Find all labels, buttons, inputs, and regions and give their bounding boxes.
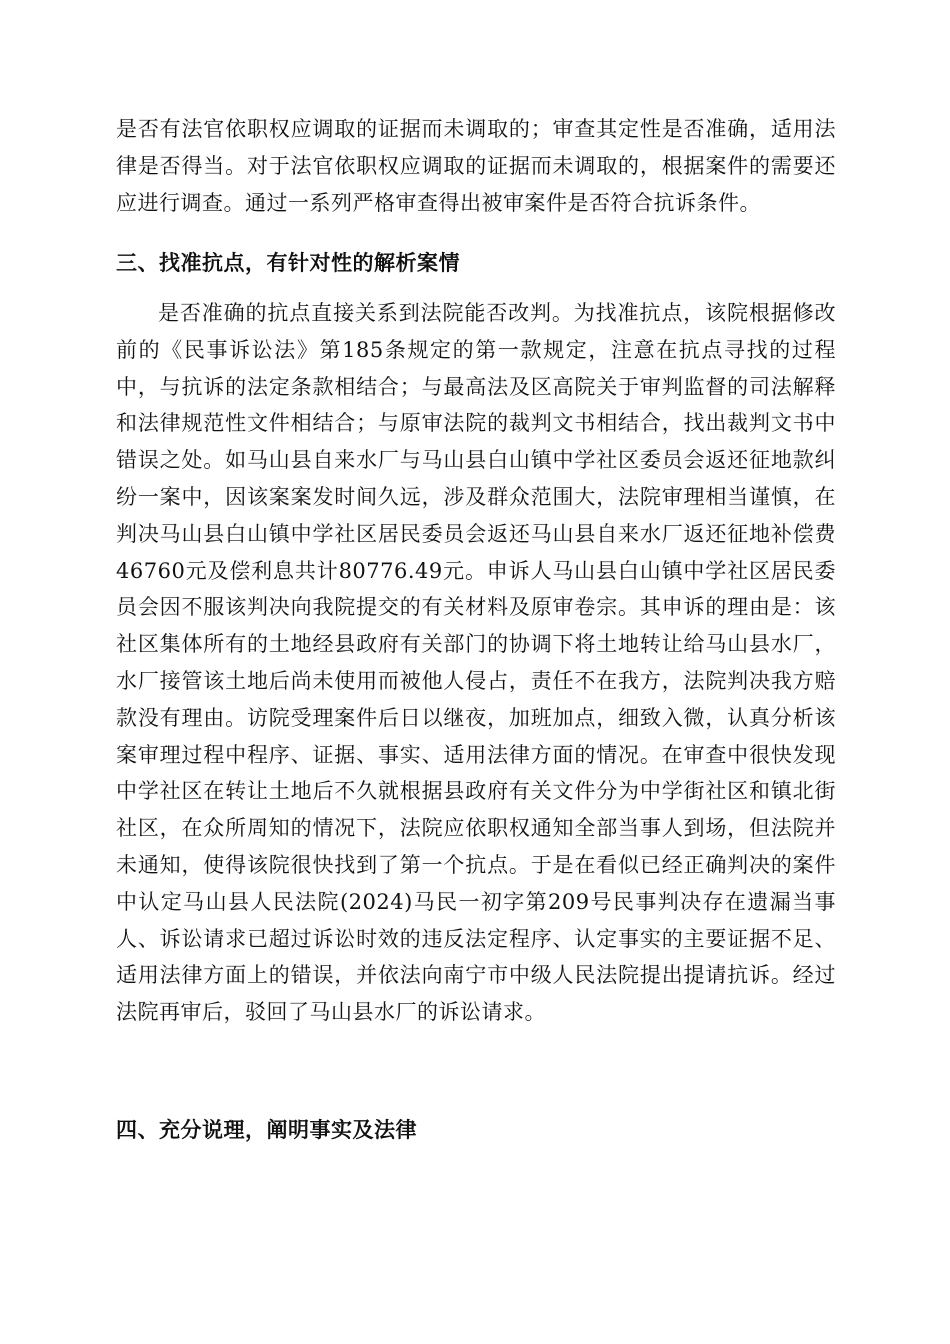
section-3-heading: 三、找准抗点，有针对性的解析案情 xyxy=(116,250,460,275)
section-3-body: 是否准确的抗点直接关系到法院能否改判。为找准抗点，该院根据修改前的《民事诉讼法》第185条规定的第一款规定，注意在抗点寻找的过程中，与抗诉的法定条款相结合；与最高法及区高院关于审判监督的司法解释和法律规范性文件相结合；与原审法院的裁判文书相结合，找出裁判文书中错误之处。如马山县自来水厂与马山县白山镇中学社区委员会返还征地款纠纷一案中，因该案案发时间久远，涉及群众范围大，法院审理相当谨慎，在判决马山县白山镇中学社区居民委员会返还马山县自来水厂返还征地补偿费46760元及偿利息共计80776.49元。申诉人马山县白山镇中学社区居民委员会因不服该判决向我院提交的有关材料及原审卷宗。其申诉的理由是：该社区集体所有的土地经县政府有关部门的协调下将土地转让给马山县水厂，水厂接管该土地后尚未使用而被他人侵占，责任不在我方，法院判决我方赔款没有理由。访院受理案件后日以继夜，加班加点，细致入微，认真分析该案审理过程中程序、证据、事实、适用法律方面的情况。在审查中很快发现中学社区在转让土地后不久就根据县政府有关文件分为中学街社区和镇北街社区，在众所周知的情况下，法院应依职权通知全部当事人到场，但法院并未通知，使得该院很快找到了第一个抗点。于是在看似已经正确判决的案件中认定马山县人民法院(2024)马民一初字第209号民事判决存在遗漏当事人、诉讼请求已超过诉讼时效的违反法定程序、认定事实的主要证据不足、适用法律方面上的错误，并依法向南宁市中级人民法院提出提请抗诉。经过法院再审后，驳回了马山县水厂的诉讼请求。 xyxy=(116,301,836,1025)
section-4-heading: 四、充分说理，阐明事实及法律 xyxy=(116,1117,417,1142)
paragraph-continued: 是否有法官依职权应调取的证据而未调取的；审查其定性是否准确，适用法律是否得当。对于法官依职权应调取的证据而未调取的，根据案件的需要还应进行调查。通过一系列严格审查得出被审案件是否符合抗诉条件。 xyxy=(116,117,836,215)
